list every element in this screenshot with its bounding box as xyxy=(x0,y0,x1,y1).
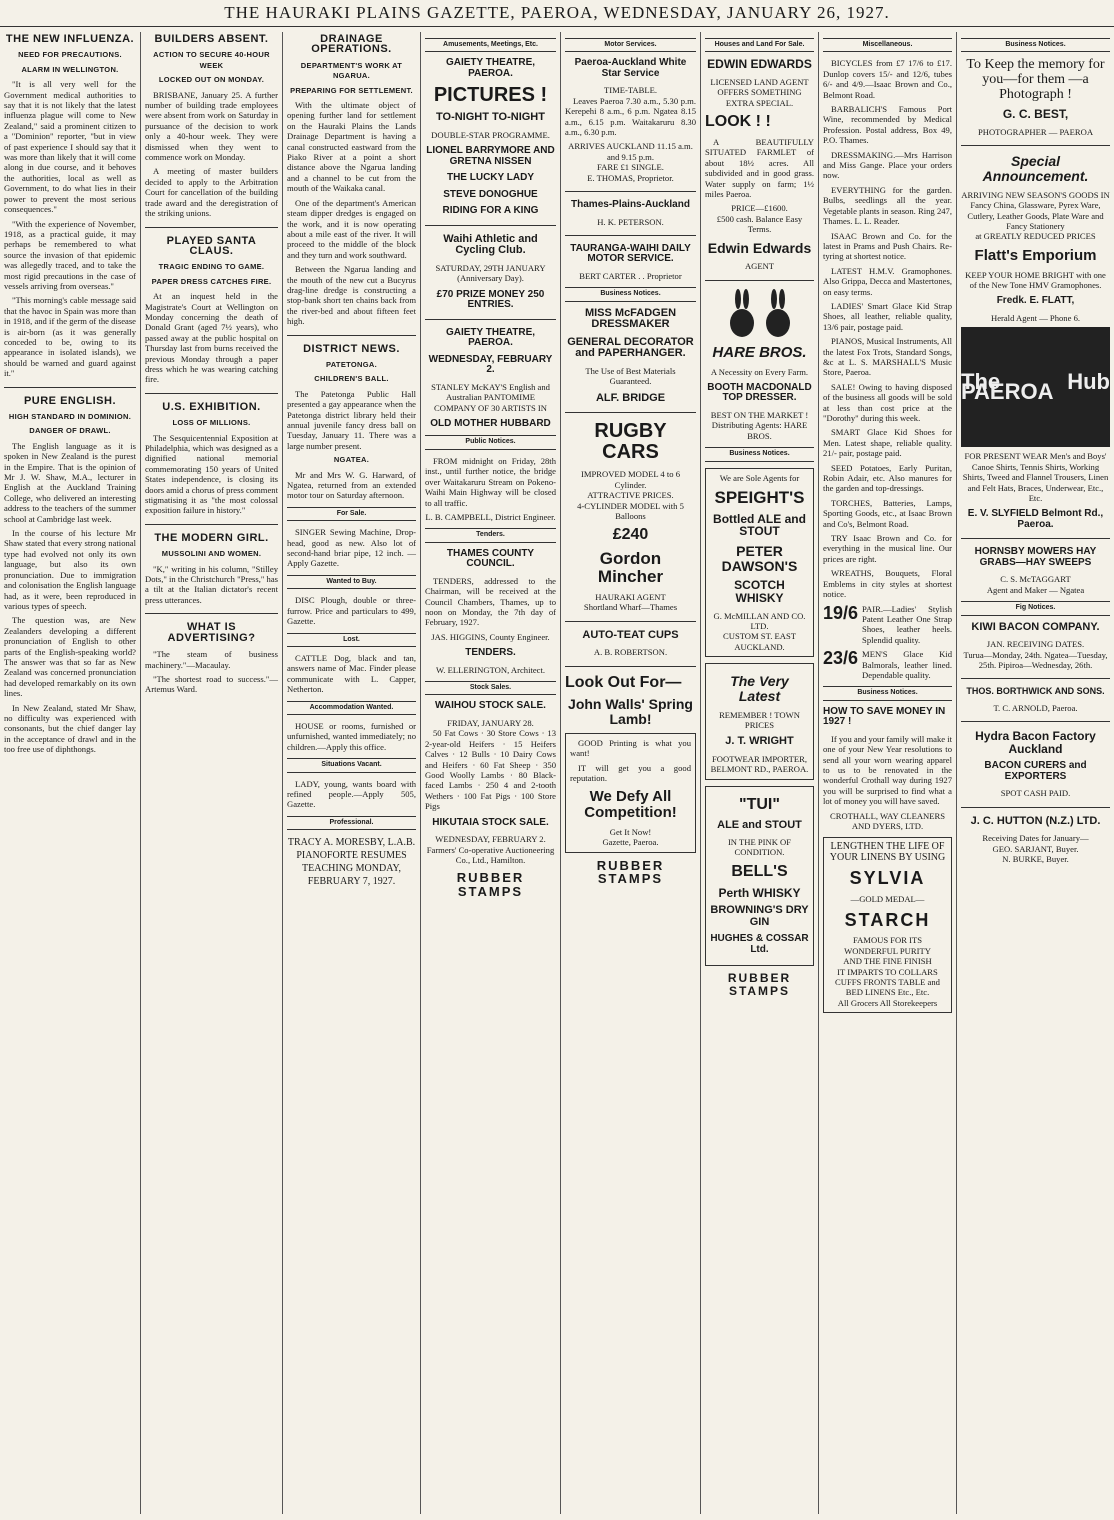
ad-text: GAIETY THEATRE, PAEROA. xyxy=(445,326,536,349)
classified-heading: Business Notices. xyxy=(705,447,814,461)
ad-text: FRIDAY, JANUARY 28. xyxy=(447,717,534,728)
subhead: NEED FOR PRECAUTIONS. xyxy=(18,50,122,60)
ad-headline: RUGBY CARS xyxy=(594,420,667,464)
ad-text: Herald Agent — Phone 6. xyxy=(990,312,1081,323)
ad-text: LIONEL BARRYMORE AND GRETNA NISSEN xyxy=(426,145,555,167)
divider xyxy=(961,538,1110,539)
price-tag: £240 xyxy=(612,526,649,544)
column-news-2 xyxy=(140,32,282,1514)
ad-text: 4-CYLINDER MODEL with 5 Balloons xyxy=(577,500,684,521)
ad-headline: TENDERS. xyxy=(465,647,516,659)
price-tag: 23/6 xyxy=(823,648,859,669)
classified-ad: 50 Fat Cows · 30 Store Cows · 13 2-year-old Heifers · 15 Heifers Calves · 12 Bulls · 10 Dairy Cows and Heifers · 60 Fat Sheep · 350 Good Woolly Lambs · 80 Black-faced Lambs · 250 4 and 2-tooth Wethers · 100 Fat Pigs · 100 Store Pigs xyxy=(425,728,556,812)
classified-ad: LATEST H.M.V. Gramophones. Also Grippa, Decca and Mastertones, on easy terms. xyxy=(823,265,952,297)
ad-text: Fredk. E. FLATT, xyxy=(996,295,1075,307)
classified-heading: Business Notices. xyxy=(961,38,1110,52)
hare-bros-logo xyxy=(705,289,814,339)
ad-text: G. McMILLAN AND CO. LTD. xyxy=(713,610,806,631)
column-ads-land xyxy=(700,32,818,1514)
ad-text: WEDNESDAY, FEBRUARY 2. xyxy=(435,834,546,845)
ad-text: ALE and STOUT xyxy=(717,818,802,831)
divider xyxy=(961,678,1110,679)
ad-text: Get It Now! xyxy=(609,826,652,837)
article-paragraph: In the course of his lecture Mr Shaw stated that every strong national type had evolved not only its own language, but also its own pronunciation. Due to immigration and colonisation the English language had, as it were, been reproduced in various types of speech. xyxy=(4,528,136,611)
headline: THE NEW INFLUENZA. xyxy=(5,33,135,45)
ad-text: WEDNESDAY, FEBRUARY 2. xyxy=(428,353,553,376)
ad-text: ARRIVING NEW SEASON'S GOODS IN Fancy China, Glassware, Pyrex Ware, Cutlery, Leather Goods, Plate Ware and Fancy Stationery xyxy=(961,189,1110,232)
classified-heading: Stock Sales. xyxy=(425,681,556,695)
subhead: ALARM IN WELLINGTON. xyxy=(21,64,119,74)
ad-headline: THAMES COUNTY COUNCIL. xyxy=(446,547,535,570)
speights-ad xyxy=(705,468,814,658)
classified-ad: TRACY A. MORESBY, L.A.B. PIANOFORTE RESUMES TEACHING MONDAY, FEBRUARY 7, 1927. xyxy=(287,837,416,888)
subhead: NGATEA. xyxy=(333,455,370,465)
ad-headline: Edwin Edwards xyxy=(707,239,812,256)
ad-text: ALF. BRIDGE xyxy=(595,391,666,404)
article-paragraph: "The shortest road to success."—Artemus Ward. xyxy=(145,673,278,695)
ad-text: T. C. ARNOLD, Paeroa. xyxy=(993,702,1078,713)
ad-text: A. B. ROBERTSON. xyxy=(593,647,668,658)
column-ads-motor xyxy=(560,32,700,1514)
classified-ad: PIANOS, Musical Instruments, All the latest Fox Trots, Standard Songs, &c at L. S. MARSHALL'S Music Store, Paeroa. xyxy=(823,336,952,378)
column-news-1 xyxy=(0,32,140,1514)
ad-headline: KIWI BACON COMPANY. xyxy=(971,620,1100,633)
ad-headline: BELL'S xyxy=(731,862,788,880)
classified-ad: SALE! Owing to having disposed of the business all goods will be sold at less than cost price at the "Dorothy" during this week. xyxy=(823,381,952,423)
ad-text: L. B. CAMPBELL, District Engineer. xyxy=(425,511,556,522)
ad-text: GEO. SARJANT, Buyer. xyxy=(992,843,1079,854)
subhead: HIGH STANDARD IN DOMINION. xyxy=(8,412,132,421)
ad-headline: MISS McFADGEN DRESSMAKER xyxy=(584,306,677,331)
ad-headline: WAIHOU STOCK SALE. xyxy=(435,700,546,712)
divider xyxy=(287,335,416,336)
ad-text: RIDING FOR A KING xyxy=(442,205,539,217)
article-paragraph: Mr and Mrs W. G. Harward, of Ngatea, returned from an extended motor tour on Saturday afternoon. xyxy=(287,469,416,501)
classified-heading: Public Notices. xyxy=(425,435,556,449)
ad-headline: HARE BROS. xyxy=(712,343,807,361)
article-paragraph: In New Zealand, stated Mr Shaw, no difficulty was experienced with consonants, but the chief danger lay in the acceptance of drawl and in the too free use of diphthongs. xyxy=(4,702,136,755)
classified-heading: Business Notices. xyxy=(565,287,696,301)
ad-text: LENGTHEN THE LIFE OF YOUR LINENS BY USING xyxy=(829,841,946,863)
the-hub-banner: The Hub PAEROA xyxy=(961,327,1110,447)
ad-headline: The Very Latest xyxy=(730,673,789,704)
tui-ad xyxy=(705,786,814,967)
classified-ad: WREATHS, Bouquets, Floral Emblems in city styles at shortest notice. xyxy=(823,568,952,600)
ad-headline: Hydra Bacon Factory Auckland xyxy=(975,729,1096,756)
column-ads-misc xyxy=(818,32,956,1514)
classified-ad: BICYCLES from £7 17/6 to £17. Dunlop covers 15/- and 12/6, tubes 6/- and 4/9.—Isaac Brown and Co., Belmont Road. xyxy=(823,58,952,100)
ad-headline: THOS. BORTHWICK AND SONS. xyxy=(966,686,1105,697)
subhead: PAPER DRESS CATCHES FIRE. xyxy=(151,276,272,286)
ad-text: at GREATLY REDUCED PRICES xyxy=(975,231,1096,242)
ad-text: PHOTOGRAPHER — PAEROA xyxy=(977,127,1094,138)
ad-headline: J. T. WRIGHT xyxy=(725,735,794,748)
classified-heading: Business Notices. xyxy=(823,686,952,700)
column-ads-business xyxy=(956,32,1114,1514)
ad-headline: Thames-Plains-Auckland xyxy=(571,199,690,211)
ad-text: FARE £1 SINGLE. xyxy=(597,162,664,173)
article-paragraph: Between the Ngarua landing and the mouth of the new cut a Bucyrus drag-line dredge is constructing a stop-bank short ten chains back from the river-bed and about fifteen feet high. xyxy=(287,264,416,327)
headline: DISTRICT NEWS. xyxy=(303,342,400,355)
article-paragraph: The Patetonga Public Hall presented a gay appearance when the Patetonga district library held their annual juvenile fancy dress ball on Tuesday, January 11. There was a large number present. xyxy=(287,388,416,451)
ad-text: IT will get you a good reputation. xyxy=(570,762,691,783)
ad-text: SATURDAY, 29TH JANUARY (Anniversary Day). xyxy=(435,262,546,284)
ad-headline: LOOK ! ! xyxy=(705,113,771,131)
ad-text: KEEP YOUR HOME BRIGHT with one of the New Tone HMV Gramophones. xyxy=(965,269,1106,291)
ad-text: LICENSED LAND AGENT OFFERS SOMETHING EXTRA SPECIAL. xyxy=(710,77,809,108)
ad-text: BACON CURERS and EXPORTERS xyxy=(984,760,1087,782)
ad-text: AGENT xyxy=(744,261,775,272)
ad-text: Distributing Agents: HARE BROS. xyxy=(711,420,808,441)
headline: DRAINAGE OPERATIONS. xyxy=(311,33,392,56)
ad-text: SCOTCH WHISKY xyxy=(734,578,785,605)
ad-headline: To Keep the memory for you—for them —a Photograph ! xyxy=(966,57,1105,102)
ad-text: OLD MOTHER HUBBARD xyxy=(430,417,551,429)
classified-ad: Leaves Paeroa 7.30 a.m., 5.30 p.m. Kerepehi 8 a.m., 6 p.m. Ngatea 8.15 a.m., 6.15 p.m. Waitakaruru 8.30 a.m., 6.30 p.m. xyxy=(565,95,696,138)
classified-heading: Professional. xyxy=(287,816,416,830)
classified-ad: If you and your family will make it one of your New Year resolutions to send all your worn wearing apparel to us to be renovated in the wonderful Crothall way during 1927 you will be surprised to find what a lot of money you will have saved. xyxy=(823,733,953,807)
classified-ad: SINGER Sewing Machine, Drop-head, good as new. Also lot of second-hand briar pipe, 12 inch. —Apply Gazette. xyxy=(287,527,416,569)
masthead: THE HAURAKI PLAINS GAZETTE, PAEROA, WEDNESDAY, JANUARY 26, 1927. xyxy=(0,0,1114,27)
headline: WHAT IS ADVERTISING? xyxy=(167,621,256,644)
ad-headline: Paeroa-Auckland White Star Service xyxy=(574,57,687,79)
subhead: TRAGIC ENDING TO GAME. xyxy=(158,262,265,272)
classified-heading: Lost. xyxy=(287,633,416,647)
ad-text: The Use of Best Materials Guaranteed. xyxy=(585,365,676,387)
ad-headline: EDWIN EDWARDS xyxy=(707,57,812,72)
sylvia-starch-ad xyxy=(823,837,952,1013)
hare-icon xyxy=(720,289,800,339)
ad-text: HAURAKI AGENT xyxy=(595,591,666,602)
ad-headline: PICTURES ! xyxy=(433,84,548,107)
ad-text: PAIR.—Ladies' Stylish Patent Leather One Strap Shoes, leather heels. Splendid quality. xyxy=(862,603,952,645)
ad-text: IT IMPARTS TO COLLARS CUFFS FRONTS TABLE and BED LINENS Etc., Etc. xyxy=(835,966,940,998)
classified-ad: LADY, young, wants board with refined people.—Apply 505, Gazette. xyxy=(287,778,416,810)
ad-headline: HIKUTAIA STOCK SALE. xyxy=(432,816,549,828)
classified-ad: TORCHES, Batteries, Lamps, Sporting Goods, etc., at Isaac Brown and Co's, Belmont Road. xyxy=(823,497,952,529)
ad-text: N. BURKE, Buyer. xyxy=(1002,854,1069,865)
ad-text: THE LUCKY LADY xyxy=(446,172,535,184)
subhead: DEPARTMENT'S WORK AT NGARUA. xyxy=(300,60,403,81)
ad-text: IMPROVED MODEL 4 to 6 Cylinder. xyxy=(581,469,680,490)
divider xyxy=(565,621,696,622)
classified-heading: Fig Notices. xyxy=(961,601,1110,615)
ad-headline: HORNSBY MOWERS HAY GRABS—HAY SWEEPS xyxy=(974,546,1097,568)
article-paragraph: One of the department's American steam dipper dredges is engaged on the work, and it is now operating about a mile east of the river. It will proceed to the middle of the block and they turn and work southward. xyxy=(287,197,416,260)
ad-headline: RUBBER STAMPS xyxy=(727,971,792,998)
ad-text: We are Sole Agents for xyxy=(719,472,800,483)
classified-ad: LADIES' Smart Glace Kid Strap Shoes, all leather, reliable quality, 13/6 pair, postage paid. xyxy=(823,300,952,332)
divider xyxy=(961,145,1110,146)
article-paragraph: The question was, are New Zealanders developing a different pronunciation of English to other parts of the English-speaking world? The answer was that so far as New Zealand was concerned pronunciation had developed remarkably on its own lines. xyxy=(4,615,136,699)
ad-text: Perth WHISKY xyxy=(718,885,801,900)
divider xyxy=(565,666,696,667)
article-paragraph: With the ultimate object of opening further land for settlement on the Hauraki Plains the Lands Drainage Department is having a canal constructed eastward from the Piako River at a point a short distance above the Ngarua landing and a channel to be cut from the mouth of the Waikaka canal. xyxy=(287,100,416,194)
article-paragraph: BRISBANE, January 25. A further number of building trade employees were absent from work on Saturday in pursuance of the decision to work only a 40-hour week. They were dismissed when they went to commence work on Monday. xyxy=(145,89,278,163)
ad-headline: SPEIGHT'S xyxy=(714,487,805,507)
ad-text: —GOLD MEDAL— xyxy=(850,894,925,905)
ad-text: £70 PRIZE MONEY 250 ENTRIES. xyxy=(436,288,545,311)
classified-ad: BARBALICH'S Famous Port Wine, recommended by Medical Profession. Postal address, Box 49, P.O. Thames. xyxy=(823,104,952,146)
ad-text: GOOD Printing is what you want! xyxy=(570,737,691,759)
article-paragraph: A meeting of master builders decided to apply to the Arbitration Court for cancellation of the building trade award and the deregistration of the striking unions. xyxy=(145,166,278,219)
ad-text: JAS. HIGGINS, County Engineer. xyxy=(431,631,550,642)
ad-text: BEST ON THE MARKET ! xyxy=(710,409,809,420)
ad-text: A Necessity on Every Farm. xyxy=(710,366,809,377)
divider xyxy=(145,393,278,394)
headline: PLAYED SANTA CLAUS. xyxy=(166,234,257,257)
ad-text: AND THE FINE FINISH xyxy=(843,956,932,967)
ad-headline: SYLVIA xyxy=(849,868,926,889)
headline: THE MODERN GIRL. xyxy=(154,531,269,544)
classified-ad: HOUSE or rooms, furnished or unfurnished, wanted immediately; no children.—Apply this office. xyxy=(287,720,416,752)
ad-text: SPOT CASH PAID. xyxy=(1000,788,1071,799)
classified-ad: SEED Potatoes, Early Puritan, Robin Adair, etc. Also manures for the garden and top-dressings. xyxy=(823,462,952,494)
article-paragraph: The Sesquicentennial Exposition at Philadelphia, which was designed as a dignified national memorial commemorating 150 years of United States independence, is closing its doors amid a chorus of press comment stigmatising it as "the most colossal exposition failure in history." xyxy=(145,432,278,516)
ad-text: ARRIVES AUCKLAND 11.15 a.m. and 9.15 p.m. xyxy=(568,141,693,162)
ad-text: £500 cash. Balance Easy Terms. xyxy=(716,213,803,235)
article-paragraph: At an inquest held in the Magistrate's Court at Wellington on Monday concerning the death of Donald Grant (aged 7½ years), who passed away at the public hospital on Thursday last from burns received the previous Monday through a paper dress which he was wearing catching fire. xyxy=(145,291,278,385)
ad-text: HUGHES & COSSAR Ltd. xyxy=(710,933,809,955)
ad-headline: Flatt's Emporium xyxy=(974,246,1097,264)
ad-text: FOOTWEAR IMPORTER, BELMONT RD., PAEROA. xyxy=(710,753,809,775)
divider xyxy=(565,235,696,236)
classified-ad: SMART Glace Kid Shoes for Men. Latest shape, reliable quality. 21/- pair, postage paid. xyxy=(823,427,952,459)
article-paragraph: "The steam of business machinery."—Macaulay. xyxy=(145,649,278,670)
ad-text: Gazette, Paeroa. xyxy=(602,837,659,848)
classified-heading: Motor Services. xyxy=(565,38,696,52)
ad-headline: J. C. HUTTON (N.Z.) LTD. xyxy=(970,814,1101,827)
ad-headline: TAURANGA-WAIHI DAILY MOTOR SERVICE. xyxy=(570,242,691,265)
classified-heading: Amusements, Meetings, Etc. xyxy=(425,38,556,52)
ad-text: Receiving Dates for January— xyxy=(982,833,1089,844)
wright-ad xyxy=(705,663,814,780)
classified-heading: Tenders. xyxy=(425,528,556,542)
ad-headline: RUBBER STAMPS xyxy=(596,857,665,887)
classified-heading: Situations Vacant. xyxy=(287,758,416,772)
ad-text: CUSTOM ST. EAST AUCKLAND. xyxy=(723,631,796,652)
ad-text: STEVE DONOGHUE xyxy=(443,188,538,200)
ad-headline: RUBBER STAMPS xyxy=(456,870,525,899)
ad-headline: AUTO-TEAT CUPS xyxy=(582,628,679,641)
classified-heading: Wanted to Buy. xyxy=(287,575,416,589)
classified-ad: ISAAC Brown and Co. for the latest in Prams and Push Chairs. Re-tyring at shortest notice. xyxy=(823,230,952,262)
ad-text: G. C. BEST, xyxy=(1002,107,1069,122)
ad-text: REMEMBER ! TOWN PRICES xyxy=(719,709,800,730)
ad-headline: GENERAL DECORATOR and PAPERHANGER. xyxy=(567,335,694,360)
classified-heading: Houses and Land For Sale. xyxy=(705,38,814,52)
divider xyxy=(145,613,278,614)
ad-text: E. V. SLYFIELD Belmont Rd., Paeroa. xyxy=(967,508,1104,530)
ad-text: GAIETY THEATRE, PAEROA. xyxy=(445,57,536,79)
divider xyxy=(961,807,1110,808)
ad-headline: Look Out For— xyxy=(565,673,682,691)
ad-text: MEN'S Glace Kid Balmorals, leather lined. Dependable quality. xyxy=(862,649,952,680)
ad-text: C. S. McTAGGART xyxy=(1000,574,1071,585)
ad-text: FAMOUS FOR ITS WONDERFUL PURITY xyxy=(844,935,931,956)
printing-ad xyxy=(565,733,696,853)
divider xyxy=(705,280,814,281)
classified-heading: Miscellaneous. xyxy=(823,38,952,52)
headline: U.S. EXHIBITION. xyxy=(162,400,261,413)
subhead: CHILDREN'S BALL. xyxy=(314,374,389,384)
ad-headline: Gordon Mincher xyxy=(597,549,664,586)
price-tag: 19/6 xyxy=(823,602,859,623)
article-paragraph: "This morning's cable message said that the havoc in Spain was more than in 1918, and if the germ of the disease is air-born (as it was generally conceded to be, owing to its appearance in isolated islands), we should be warned and guard against it." xyxy=(4,295,136,379)
ad-headline: John Walls' Spring Lamb! xyxy=(568,696,693,728)
ad-text: BROWNING'S DRY GIN xyxy=(710,904,809,928)
ad-headline: PETER DAWSON'S xyxy=(721,542,798,574)
column-ads-amusements xyxy=(420,32,560,1514)
ad-text: E. THOMAS, Proprietor. xyxy=(587,172,674,183)
ad-headline: BOOTH MACDONALD TOP DRESSER. xyxy=(707,381,812,404)
subhead: PATETONGA. xyxy=(326,359,377,369)
ad-text: DOUBLE-STAR PROGRAMME. xyxy=(431,129,550,140)
ad-text: PRICE—£1600. xyxy=(731,203,788,214)
ad-text: W. ELLERINGTON, Architect. xyxy=(435,664,546,675)
article-paragraph: "It is all very well for the Government medical authorities to say that it is not likely that the latest influenza plague will come to New Zealand," said a prominent citizen to a "Dominion" reporter, "but in view of past experience I should say that it was more than likely that it will come along in due course, and it behoves the authorities, local as well as Government, to do what lies in their power to prevent the most serious consequences." xyxy=(4,79,136,215)
ad-text: Agent and Maker — Ngatea xyxy=(986,584,1085,595)
divider xyxy=(425,225,556,226)
subhead: DANGER OF DRAWL. xyxy=(29,426,111,436)
divider xyxy=(145,524,278,525)
article-paragraph: "With the experience of November, 1918, as a practical guide, it may perhaps be remembered to what source the invasion of that epidemic was allegedly traced, and to take the most rigid precautions in the case of vessels arriving from overseas." xyxy=(4,218,136,291)
divider xyxy=(961,721,1110,722)
ad-text: STANLEY McKAY'S English and Australian PANTOMIME COMPANY OF 30 ARTISTS IN xyxy=(431,381,550,413)
divider xyxy=(565,191,696,192)
ad-text: Bottled ALE and STOUT xyxy=(713,511,806,539)
ad-text: Farmers' Co-operative Auctioneering Co., Ltd., Hamilton. xyxy=(426,844,555,865)
divider xyxy=(4,387,136,388)
ad-text: TO-NIGHT TO-NIGHT xyxy=(436,111,545,124)
shoe-ad xyxy=(823,604,952,646)
divider xyxy=(565,412,696,413)
ad-headline: Waihi Athletic and Cycling Club. xyxy=(443,232,538,257)
classified-ad: TENDERS, addressed to the Chairman, will be received at the Council Chambers, Thames, up to noon on Monday, the 7th day of February, 1927. xyxy=(425,575,556,628)
ad-text: Turua—Monday, 24th. Ngatea—Tuesday, 25th. Pipiroa—Wednesday, 26th. xyxy=(963,649,1108,670)
ad-headline: HOW TO SAVE MONEY IN 1927 ! xyxy=(823,705,946,728)
ad-text: H. K. PETERSON. xyxy=(597,216,664,227)
article-paragraph: The English language as it is spoken in New Zealand is the purest in the Empire. That is the opinion of Mr J. W. Shaw, M.A., lecturer in English at the Auckland Training College, who delivered an interesting address to the teachers of the summer school at Cambridge last week. xyxy=(4,440,136,524)
subhead: ACTION TO SECURE 40-HOUR WEEK xyxy=(153,50,270,70)
classified-ad: EVERYTHING for the garden. Bulbs, seedlings all the year. Vegetable plants in season. Ring 247, Thames. L. L. Reader. xyxy=(823,184,952,227)
ad-headline: Special Announcement. xyxy=(982,153,1089,185)
classified-ad: CATTLE Dog, black and tan, answers name of Mac. Finder please communicate with L. Capper, Netherton. xyxy=(287,652,416,695)
subhead: LOSS OF MILLIONS. xyxy=(172,418,251,428)
divider xyxy=(145,227,278,228)
ad-text: FOR PRESENT WEAR Men's and Boys' Canoe Shirts, Tennis Shirts, Working Shirts, Tweed and Flannel Trousers, Linen and Felt Hats, Braces, Underwear, Etc., Etc. xyxy=(962,451,1109,503)
classified-heading: For Sale. xyxy=(287,507,416,521)
ad-text: Shortland Wharf—Thames xyxy=(583,602,678,613)
classified-ad: DISC Plough, double or three-furrow. Price and particulars to 499, Gazette. xyxy=(287,595,416,627)
headline: BUILDERS ABSENT. xyxy=(154,33,269,45)
shoe-ad xyxy=(823,649,952,680)
ad-text: ATTRACTIVE PRICES. xyxy=(587,490,674,501)
ad-headline: "TUI" xyxy=(739,795,780,813)
classified-ad: A BEAUTIFULLY SITUATED FARMLET of about 18½ acres. All subdivided and in good grass. Water supply on farm; 1½ miles Paeroa. xyxy=(705,137,814,200)
ad-text: CROTHALL, WAY CLEANERS AND DYERS, LTD. xyxy=(830,810,945,831)
ad-text: TIME-TABLE. xyxy=(603,85,657,96)
article-paragraph: "K," writing in his column, "Stilley Dots," in the Christchurch "Press," has a tilt at the Italian dictator's recent press utterances. xyxy=(145,563,278,605)
ad-text: BERT CARTER . . Proprietor xyxy=(579,270,682,281)
ad-headline: We Defy All Competition! xyxy=(584,788,677,822)
column-news-3 xyxy=(282,32,420,1514)
subhead: PREPARING FOR SETTLEMENT. xyxy=(290,85,413,95)
classified-ad: TRY Isaac Brown and Co. for everything in the musical line. Our prices are right. xyxy=(823,533,952,564)
headline: PURE ENGLISH. xyxy=(23,394,117,407)
subhead: MUSSOLINI AND WOMEN. xyxy=(161,549,262,559)
divider xyxy=(425,319,556,320)
subhead: LOCKED OUT ON MONDAY. xyxy=(158,75,265,85)
ad-text: All Grocers All Storekeepers xyxy=(837,997,938,1008)
ad-text: IN THE PINK OF CONDITION. xyxy=(727,837,792,858)
ad-headline: STARCH xyxy=(844,909,931,930)
ad-text: JAN. RECEIVING DATES. xyxy=(986,639,1085,650)
classified-ad: DRESSMAKING.—Mrs Harrison and Miss Gange. Place your orders now. xyxy=(823,149,952,181)
classified-heading: Accommodation Wanted. xyxy=(287,701,416,715)
classified-ad: FROM midnight on Friday, 28th inst., until further notice, the bridge over Waitakaruru Stream on Pokeno-Waihi Main Highway will be closed to all traffic. xyxy=(425,455,556,508)
